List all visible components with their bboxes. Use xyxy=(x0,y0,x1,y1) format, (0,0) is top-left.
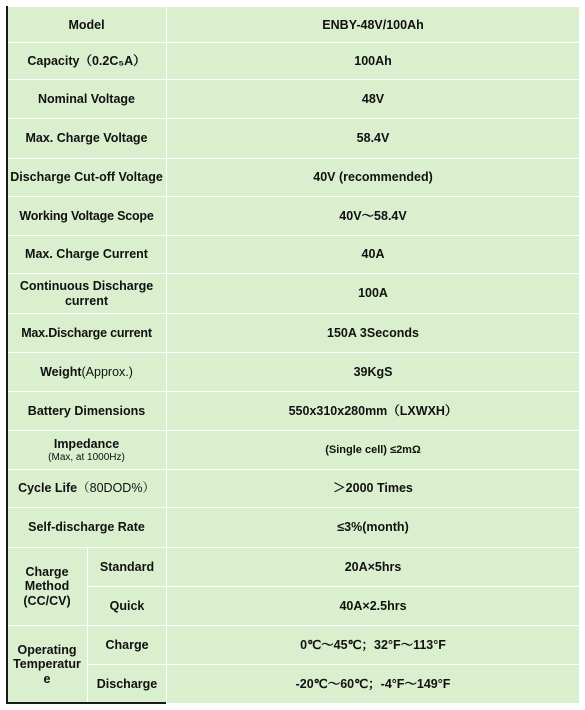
spec-label-battery-dimensions: Battery Dimensions xyxy=(7,391,167,431)
spec-value-cycle-life: ＞2000 Times xyxy=(167,469,580,507)
table-row xyxy=(7,274,580,314)
spec-value-nominal-voltage: 48V xyxy=(167,79,580,119)
spec-value-continuous-discharge: 100A xyxy=(167,274,580,314)
spec-label-impedance xyxy=(7,431,167,469)
charge-standard-value: 20A×5hrs xyxy=(167,547,580,587)
impedance-label: Impedance xyxy=(53,437,120,452)
spec-value-impedance: (Single cell) ≤2mΩ xyxy=(167,431,580,469)
spec-label-max-discharge-current: Max.Discharge current xyxy=(7,313,167,353)
weight-label: Weight xyxy=(40,364,82,379)
table-row xyxy=(7,431,580,469)
temp-discharge-label: Discharge xyxy=(88,665,167,704)
table-row xyxy=(7,625,580,665)
table-row xyxy=(7,79,580,119)
spec-value-max-discharge-current: 150A 3Seconds xyxy=(167,313,580,353)
temp-discharge-value: -20℃～60℃；-4°F～149°F xyxy=(167,665,580,704)
spec-value-working-voltage: 40V～58.4V xyxy=(167,197,580,235)
spec-label-nominal-voltage: Nominal Voltage xyxy=(7,79,167,119)
spec-label-self-discharge: Self-discharge Rate xyxy=(7,508,167,548)
weight-label-suffix: (Approx.) xyxy=(81,364,133,379)
spec-value-self-discharge: ≤3%(month) xyxy=(167,508,580,548)
table-row xyxy=(7,235,580,273)
spec-label-max-charge-current: Max. Charge Current xyxy=(7,235,167,273)
table-row xyxy=(7,587,580,625)
temp-charge-label: Charge xyxy=(88,625,167,665)
spec-label-model: Model xyxy=(7,7,167,43)
spec-value-weight: 39KgS xyxy=(167,353,580,391)
table-row xyxy=(7,7,580,43)
impedance-label-sub: (Max, at 1000Hz) xyxy=(48,451,125,463)
battery-spec-table xyxy=(6,6,580,704)
table-row xyxy=(7,313,580,353)
spec-label-cycle-life xyxy=(7,469,167,507)
charge-quick-value: 40A×2.5hrs xyxy=(167,587,580,625)
spec-value-battery-dimensions: 550x310x280mm（LXWXH） xyxy=(167,391,580,431)
spec-label-discharge-cutoff: Discharge Cut-off Voltage xyxy=(7,158,167,196)
table-row xyxy=(7,508,580,548)
spec-label-continuous-discharge: Continuous Discharge current xyxy=(7,274,167,314)
table-row xyxy=(7,353,580,391)
table-frame-left-edge xyxy=(6,6,8,704)
cycle-life-label-suffix: （80DOD%） xyxy=(77,481,155,496)
table-row xyxy=(7,391,580,431)
table-row xyxy=(7,547,580,587)
table-row xyxy=(7,665,580,704)
spec-label-weight xyxy=(7,353,167,391)
spec-value-max-charge-current: 40A xyxy=(167,235,580,273)
spec-label-max-charge-voltage: Max. Charge Voltage xyxy=(7,119,167,159)
spec-label-capacity: Capacity（0.2C₅A） xyxy=(7,43,167,79)
spec-value-capacity: 100Ah xyxy=(167,43,580,79)
table-row xyxy=(7,158,580,196)
table-row xyxy=(7,469,580,507)
spec-label-charge-method: Charge Method (CC/CV) xyxy=(7,547,88,625)
table-frame-bottom-edge xyxy=(6,702,166,704)
table-row xyxy=(7,43,580,79)
spec-label-operating-temperature: Operating Temperatur e xyxy=(7,625,88,703)
charge-quick-label: Quick xyxy=(88,587,167,625)
spec-value-max-charge-voltage: 58.4V xyxy=(167,119,580,159)
cycle-life-label: Cycle Life xyxy=(18,481,78,496)
temp-charge-value: 0℃～45℃；32°F～113°F xyxy=(167,625,580,665)
spec-value-discharge-cutoff: 40V (recommended) xyxy=(167,158,580,196)
table-row xyxy=(7,119,580,159)
table-row xyxy=(7,197,580,235)
charge-standard-label: Standard xyxy=(88,547,167,587)
spec-label-working-voltage: Working Voltage Scope xyxy=(7,197,167,235)
spec-value-model: ENBY-48V/100Ah xyxy=(167,7,580,43)
